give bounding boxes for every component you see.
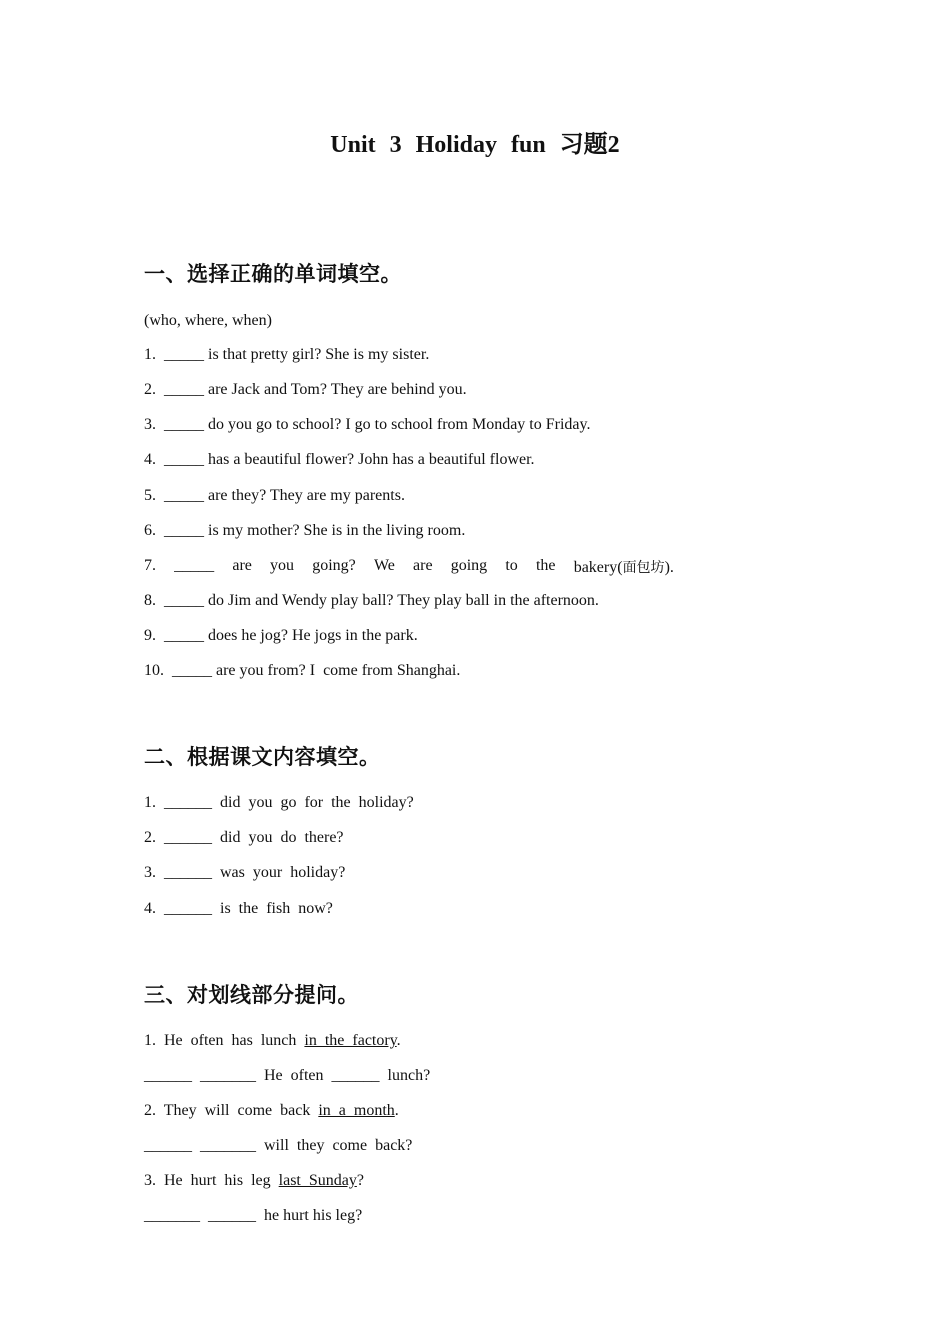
word: We — [373, 557, 395, 574]
word: _____ — [174, 557, 215, 574]
question-2 — [144, 1102, 399, 1120]
list-item: 1. ______ did you go for the holiday? — [144, 794, 414, 811]
word: to — [505, 557, 518, 574]
question-punct: . — [396, 1032, 401, 1049]
answer-3: _______ ______ he hurt his leg? — [144, 1207, 363, 1224]
word: are — [232, 557, 252, 574]
word: bakery( — [573, 559, 623, 576]
list-item: 6. _____ is my mother? She is in the living room. — [144, 522, 466, 539]
question-1 — [144, 1032, 401, 1050]
word: you — [270, 557, 295, 574]
question-text: 3. He hurt his leg — [144, 1172, 279, 1189]
list-item: 4. ______ is the fish now? — [144, 900, 333, 917]
word: ). — [664, 559, 674, 576]
section3-heading: 三、对划线部分提问。 — [144, 983, 359, 1007]
list-item-justified — [144, 557, 674, 577]
list-item: 5. _____ are they? They are my parents. — [144, 487, 405, 504]
list-item: 4. _____ has a beautiful flower? John has a beautiful flower. — [144, 451, 535, 468]
word: going — [450, 557, 488, 574]
word-bank: (who, where, when) — [144, 312, 272, 329]
word-group — [574, 557, 674, 577]
answer-1: ______ _______ He often ______ lunch? — [144, 1067, 431, 1084]
question-punct: ? — [356, 1172, 364, 1189]
answer-2: ______ _______ will they come back? — [144, 1137, 413, 1154]
underlined-part: in a month — [318, 1102, 395, 1119]
list-item: 3. _____ do you go to school? I go to school from Monday to Friday. — [144, 416, 591, 433]
underlined-part: last Sunday — [278, 1172, 357, 1189]
question-punct: . — [394, 1102, 399, 1119]
word: going? — [312, 557, 356, 574]
question-3 — [144, 1172, 364, 1190]
list-item: 2. _____ are Jack and Tom? They are behind you. — [144, 381, 467, 398]
list-item: 2. ______ did you do there? — [144, 829, 344, 846]
list-item: 9. _____ does he jog? He jogs in the park. — [144, 627, 418, 644]
page-title: Unit 3 Holiday fun 习题2 — [330, 132, 620, 158]
list-item: 1. _____ is that pretty girl? She is my sister. — [144, 346, 430, 363]
section2-heading: 二、根据课文内容填空。 — [144, 745, 381, 769]
list-item: 10. _____ are you from? I come from Shanghai. — [144, 662, 461, 679]
word: 7. — [144, 557, 156, 574]
question-text: 1. He often has lunch — [144, 1032, 305, 1049]
word: are — [413, 557, 433, 574]
question-text: 2. They will come back — [144, 1102, 319, 1119]
list-item: 3. ______ was your holiday? — [144, 864, 346, 881]
word: the — [535, 557, 556, 574]
underlined-part: in the factory — [304, 1032, 397, 1049]
list-item: 8. _____ do Jim and Wendy play ball? They play ball in the afternoon. — [144, 592, 599, 609]
section1-heading: 一、选择正确的单词填空。 — [144, 262, 402, 286]
word: 面包坊 — [622, 560, 665, 576]
